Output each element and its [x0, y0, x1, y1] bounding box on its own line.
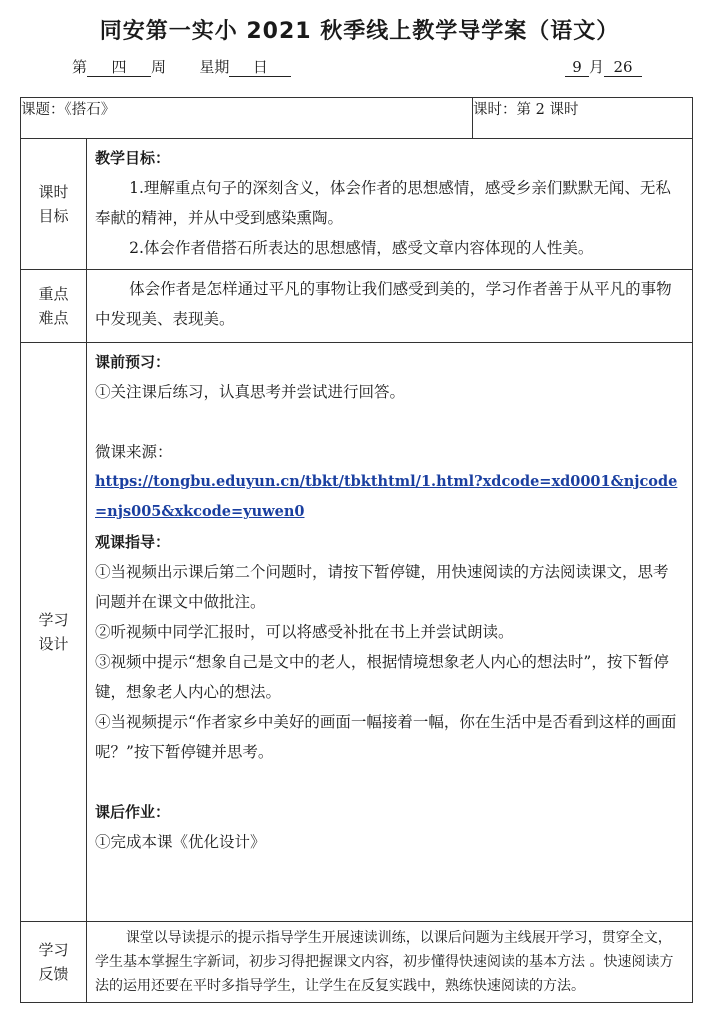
feedback-content	[87, 922, 693, 1003]
source-link[interactable]: https://tongbu.eduyun.cn/tbkt/tbkthtml/1.html?xdcode=xd0001&njcode=njs005&xkcode=yuwen0	[95, 473, 678, 520]
feedback-label	[21, 922, 87, 1003]
period-cell	[473, 98, 693, 139]
week-prefix: 第	[72, 58, 88, 76]
study-label	[21, 343, 87, 922]
date-value: 26	[604, 58, 642, 77]
study-row	[21, 343, 693, 922]
goals-label	[21, 139, 87, 270]
key-points-text: 体会作者是怎样通过平凡的事物让我们感受到美的，学习作者善于从平凡的事物中发现美、表现美。	[95, 280, 672, 328]
study-content	[87, 343, 693, 922]
week-value: 四	[87, 58, 151, 77]
guide-item-2: ②听视频中同学汇报时，可以将感受补批在书上并尝试朗读。	[95, 623, 514, 641]
topic-cell	[21, 98, 473, 139]
homework-item: ①完成本课《优化设计》	[95, 833, 266, 851]
date-info	[565, 56, 642, 77]
feedback-row	[21, 922, 693, 1003]
period-value: 第 2 课时	[516, 102, 579, 118]
period-label: 课时：	[473, 102, 517, 118]
key-points-row	[21, 270, 693, 343]
guide-item-4: ④当视频提示“作者家乡中美好的画面一幅接着一幅，你在生活中是否看到这样的画面呢？”按下暂停键并思考。	[95, 713, 677, 761]
lesson-table	[20, 97, 693, 1003]
goals-content	[87, 139, 693, 270]
day-value: 日	[229, 58, 291, 77]
week-info	[72, 56, 291, 77]
guide-heading: 观课指导：	[95, 533, 171, 551]
preview-heading: 课前预习：	[95, 353, 171, 371]
goal-item-2: 2.体会作者借搭石所表达的思想感情，感受文章内容体现的人性美。	[129, 239, 594, 257]
page-title: 同安第一实小 2021 秋季线上教学导学案（语文）	[99, 19, 620, 44]
guide-item-3: ③视频中提示“想象自己是文中的老人，根据情境想象老人内心的想法时”，按下暂停键，想象老人内心的想法。	[95, 653, 669, 701]
topic-row	[21, 98, 693, 139]
feedback-text: 课堂以导读提示的提示指导学生开展速读训练，以课后问题为主线展开学习，贯穿全文，学生基本掌握生字新词，初步习得把握课文内容，初步懂得快速阅读的基本方法 。快速阅读方法的运用还要在平时多指导学生，让学生在反复实践中，熟练快速阅读的方法。	[95, 930, 674, 994]
goals-row	[21, 139, 693, 270]
key-points-label-text: 重点 难点	[38, 285, 69, 327]
topic-value: 《搭石》	[64, 102, 116, 118]
homework-heading: 课后作业：	[95, 803, 171, 821]
key-points-content	[87, 270, 693, 343]
feedback-label-text: 学习 反馈	[38, 941, 69, 983]
preview-item: ①关注课后练习，认真思考并尝试进行回答。	[95, 383, 406, 401]
month-suffix: 月	[589, 58, 605, 76]
week-suffix: 周	[151, 58, 167, 76]
goal-item-1: 1.理解重点句子的深刻含义，体会作者的思想感情，感受乡亲们默默无闻、无私奉献的精神，并从中受到感染熏陶。	[95, 179, 671, 227]
goals-label-text: 课时 目标	[38, 183, 69, 225]
month-value: 9	[565, 58, 589, 77]
key-points-label	[21, 270, 87, 343]
source-label: 微课来源：	[95, 443, 173, 461]
guide-item-1: ①当视频出示课后第二个问题时，请按下暂停键，用快速阅读的方法阅读课文，思考问题并在课文中做批注。	[95, 563, 669, 611]
topic-label: 课题：	[21, 102, 65, 118]
goals-heading: 教学目标：	[95, 149, 171, 167]
study-label-text: 学习 设计	[38, 611, 69, 653]
day-prefix: 星期	[199, 58, 230, 76]
